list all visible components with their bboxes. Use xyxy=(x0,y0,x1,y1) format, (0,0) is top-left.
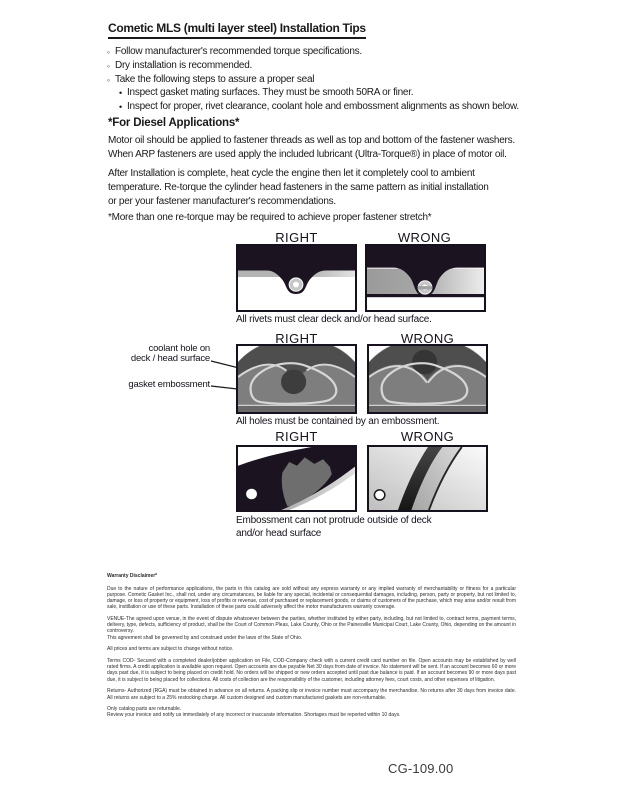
legal-paragraph: Review your invoice and notify us immediately of any incorrect or inaccurate information. Shortages must be reported within 10 days. xyxy=(107,712,401,719)
list-item xyxy=(107,60,519,74)
bottom-edge xyxy=(369,406,486,412)
text-line: temperature. Re-torque the cylinder head fasteners in the same pattern as initial installation xyxy=(108,182,489,194)
retorque-note: *More than one re-torque may be required to achieve proper fastener stretch* xyxy=(108,212,432,223)
installation-tips-list xyxy=(107,46,519,115)
legal-heading: Warranty Disclaimer* xyxy=(107,573,158,579)
bolt-hole xyxy=(246,489,257,500)
rivet-clearance-right-diagram xyxy=(236,244,357,312)
diesel-paragraph-2 xyxy=(108,167,489,210)
gasket-embossment-annotation: gasket embossment xyxy=(128,379,210,390)
bullet-icon: • xyxy=(119,101,122,112)
row1-right-label: RIGHT xyxy=(275,230,318,245)
open-bullet-icon: ◦ xyxy=(107,74,110,85)
annotation-line: coolant hole on xyxy=(148,343,210,354)
legal-paragraph: Returns- Authorized (RGA) must be obtained in advance on all returns. A packing slip or invoice number must accompany the merchandise. No returns after 30 days from invoice date. All returns are subject to a 25% restocking charge. All custom designed and custom manufactured gaskets are non-returnable. xyxy=(107,688,516,701)
bolt-hole xyxy=(374,490,384,500)
protrusion-wrong-diagram xyxy=(367,445,488,512)
embossment-right-diagram xyxy=(236,344,357,414)
bottom-edge xyxy=(238,406,355,412)
legal-paragraph: Terms COD- Secured with a completed dealer/jobber application on File, COD-Company check with a current credit card number on file. Open accounts may be established by well rated firms. A credit application is available upon request. Open accounts are due payable Net 30 days from date of invoice. No statement will be sent. If an account becomes 60 or more days past due, it is subject to being placed on credit hold. No orders will be shipped or new orders accepted until past due balance is paid. If an account becomes 90 or more days past due, it is subject to being placed for collections. All costs of collection are the responsibility of the customer, including attorney fees, court costs, and other expenses of litigation. xyxy=(107,658,516,683)
coolant-hole xyxy=(281,370,306,395)
bullet-icon: • xyxy=(119,87,122,98)
tip-text: Follow manufacturer's recommended torque specifications. xyxy=(115,46,362,57)
open-bullet-icon: ◦ xyxy=(107,60,110,71)
open-bullet-icon: ◦ xyxy=(107,47,110,57)
row2-wrong-label: WRONG xyxy=(400,331,455,346)
embossment-wrong-diagram xyxy=(367,344,488,414)
page-code: CG-109.00 xyxy=(388,761,454,776)
list-item xyxy=(119,87,519,101)
row1-caption: All rivets must clear deck and/or head surface. xyxy=(236,314,432,325)
tip-text: Inspect gasket mating surfaces. They must be smooth 50RA or finer. xyxy=(127,87,414,99)
tip-text: Take the following steps to assure a proper seal xyxy=(115,73,315,85)
page-title: Cometic MLS (multi layer steel) Installation Tips xyxy=(108,21,366,39)
diesel-heading: *For Diesel Applications* xyxy=(108,117,240,129)
protrusion-right-diagram xyxy=(236,445,357,512)
row3-wrong-label: WRONG xyxy=(400,429,455,444)
text-line: or per your fastener manufacturer's recommendations. xyxy=(108,196,336,208)
row3-right-label: RIGHT xyxy=(275,429,318,444)
legal-paragraph: Only catalog parts are returnable. xyxy=(107,706,182,713)
legal-paragraph: Due to the nature of performance applications, the parts in this catalog are sold without any express warranty or any implied warranty of merchantability or fitness for a particular purpose. Cometic Gasket Inc., shall not, under any circumstances, be liable for any special, incidental or consequential damages, including, person, party or property, but not limited to, damage, or loss of property or equipment, loss of profits or revenue, cost of purchased or replacement goods, or claims of customers of the purchase, which may arise and/or result from sale, instillation or use of these parts. Installation of these parts could adversely affect the motor manufacturers warranty coverage. xyxy=(107,585,516,611)
list-item xyxy=(107,46,519,60)
tip-text: Inspect for proper, rivet clearance, coolant hole and embossment alignments as shown below. xyxy=(127,101,519,113)
row3-caption: Embossment can not protrude outside of deck and/or head surface xyxy=(236,515,432,539)
row2-caption: All holes must be contained by an embossment. xyxy=(236,416,440,427)
text-line: After Installation is complete, heat cycle the engine then let it completely cool to ambient xyxy=(108,168,475,179)
row2-right-label: RIGHT xyxy=(275,331,318,346)
list-item xyxy=(119,101,519,115)
row1-wrong-label: WRONG xyxy=(397,230,452,245)
tip-text: Dry installation is recommended. xyxy=(115,59,253,71)
list-item xyxy=(107,74,519,88)
text-line: When ARP fasteners are used apply the included lubricant (Ultra-Torque®) in place of motor oil. xyxy=(108,149,507,161)
legal-paragraph: VENUE-The agreed upon venue, in the event of dispute whatsoever between the parties, whether instituted by either party, including, but not limited to, contract terms, payment terms, delivery, type, defects, sufficiency of product, shall be the Court of Common Pleas, Lake County, Ohio or the Painesville Municipal Court, Lake County, Ohio, depending on the amount in controversy. xyxy=(107,616,516,635)
legal-paragraph: All prices and terms are subject to change without notice. xyxy=(107,646,234,653)
warranty-disclaimer-block xyxy=(107,573,516,724)
deck-over-rivet xyxy=(418,286,433,289)
text-line: Motor oil should be applied to fastener threads as well as top and bottom of the fastener washers. xyxy=(108,135,515,146)
rivet-clearance-wrong-diagram xyxy=(365,244,486,312)
legal-paragraph: This agreement shall be governed by and construed under the laws of the State of Ohio. xyxy=(107,634,303,641)
annotation-line: deck / head surface xyxy=(130,353,210,365)
diesel-paragraph-1 xyxy=(108,134,515,162)
